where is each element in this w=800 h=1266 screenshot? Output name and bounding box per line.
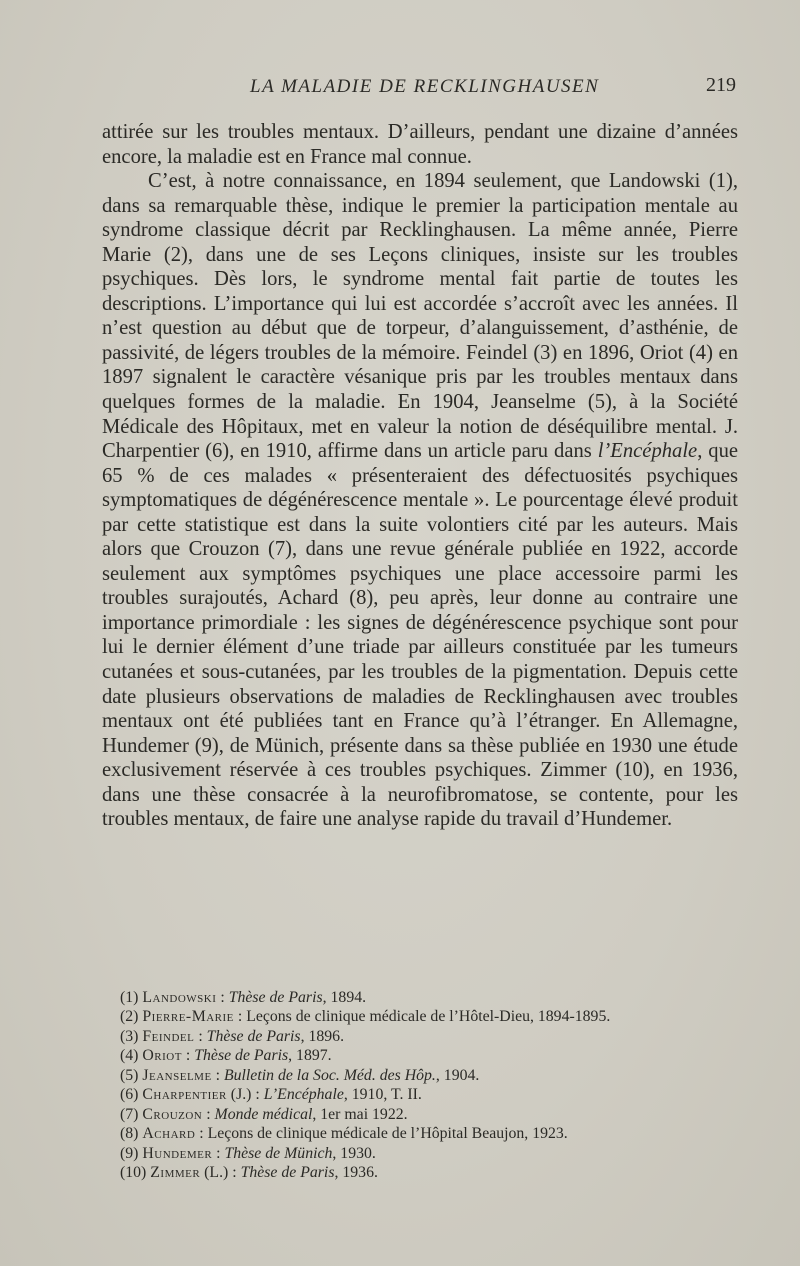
page-header xyxy=(100,72,740,102)
footnote-10 xyxy=(102,1163,738,1182)
footnote-author: Zimmer xyxy=(150,1164,201,1182)
footnote-number: (1) xyxy=(120,989,139,1006)
footnote-6 xyxy=(102,1085,738,1104)
footnote-number: (2) xyxy=(120,1008,139,1026)
footnote-rest: Leçons de clinique médicale de l’Hôpital Beaujon, 1923. xyxy=(207,1125,568,1143)
footnote-1 xyxy=(102,988,738,1007)
footnote-separator: : xyxy=(233,1008,247,1026)
footnotes xyxy=(102,988,738,1183)
footnote-author: Hundemer xyxy=(142,1144,213,1162)
footnote-title: Thèse de Paris xyxy=(240,1164,335,1182)
footnote-separator: (J.) : xyxy=(226,1086,264,1104)
running-head: LA MALADIE DE RECKLINGHAUSEN xyxy=(250,76,600,97)
footnote-number: (3) xyxy=(120,1027,139,1045)
footnote-author: Pierre-Marie xyxy=(142,1008,234,1026)
footnote-rest: , 1897. xyxy=(288,1047,332,1065)
footnote-author: Feindel xyxy=(142,1027,195,1045)
footnote-rest: , 1904. xyxy=(435,1066,480,1084)
footnote-rest: , 1894. xyxy=(322,989,367,1006)
footnote-number: (10) xyxy=(120,1164,147,1182)
footnote-title: Thèse de Paris xyxy=(206,1027,301,1045)
paragraph-continuation: attirée sur les troubles mentaux. D’ailleurs, pendant une dizaine d’années encore, la maladie est en France mal connue. xyxy=(102,121,738,168)
footnote-title: Bulletin de la Soc. Méd. des Hôp. xyxy=(223,1066,436,1084)
paragraph-main xyxy=(102,169,738,832)
footnote-title: Thèse de Paris xyxy=(228,989,323,1006)
footnote-author: Landowski xyxy=(142,989,217,1006)
footnote-author: Jeanselme xyxy=(142,1066,212,1084)
footnote-title: Monde médical xyxy=(214,1105,313,1123)
footnote-separator: : xyxy=(212,1144,225,1162)
footnote-separator: : xyxy=(216,989,229,1006)
footnote-number: (6) xyxy=(120,1086,139,1104)
footnote-7 xyxy=(102,1105,738,1124)
paragraph-main-text-b: , que 65 % de ces malades « présenteraient des défectuosités psychiques symptomatiques de dégénérescence mentale ». Le pourcentage élevé produit par cette statistique est dans la suite volontiers cité par les auteurs. Mais alors que Crouzon (7), dans une revue générale publiée en 1922, accorde seulement aux symptômes psychiques une place accessoire parmi les troubles surajoutés, Achard (8), peu après, leur donne au contraire une importance primordiale : les signes de dégénérescence psychique sont pour lui le dernier élément d’une triade par ailleurs constituée par les tumeurs cutanées et sous-cutanées, par les troubles de la pigmentation. Depuis cette date plusieurs observations de maladies de Recklinghausen avec troubles mentaux ont été publiées tant en France qu’à l’étranger. En Allemagne, Hundemer (9), de Münich, présente dans sa thèse publiée en 1930 une étude exclusivement réservée à ces troubles psychiques. Zimmer (10), en 1936, dans une thèse consacrée à la neurofibromatose, se contente, pour les troubles mentaux, de faire une analyse rapide du travail d’Hundemer. xyxy=(102,440,739,831)
footnote-5 xyxy=(102,1066,738,1085)
footnote-title: L’Encéphale xyxy=(263,1086,344,1104)
footnote-separator: : xyxy=(202,1105,215,1123)
footnote-author: Crouzon xyxy=(142,1105,203,1123)
footnote-number: (5) xyxy=(120,1066,139,1084)
body-text xyxy=(102,120,738,832)
footnote-title: Thèse de Paris xyxy=(194,1047,289,1065)
footnote-4 xyxy=(102,1046,738,1065)
footnote-number: (4) xyxy=(120,1047,139,1065)
footnote-9 xyxy=(102,1144,738,1163)
footnote-rest: , 1910, T. II. xyxy=(343,1086,422,1104)
footnote-rest: Leçons de clinique médicale de l’Hôtel-Dieu, 1894-1895. xyxy=(246,1008,611,1026)
footnote-number: (8) xyxy=(120,1125,139,1143)
footnote-rest: , 1936. xyxy=(334,1164,378,1182)
footnote-2 xyxy=(102,1007,738,1026)
footnote-author: Oriot xyxy=(142,1047,182,1065)
footnote-author: Achard xyxy=(142,1125,196,1143)
footnote-rest: , 1er mai 1922. xyxy=(312,1105,408,1123)
footnote-8 xyxy=(102,1124,738,1143)
footnote-rest: , 1930. xyxy=(332,1144,376,1162)
footnote-separator: : xyxy=(181,1047,195,1065)
footnote-number: (9) xyxy=(120,1144,139,1162)
footnote-separator: : xyxy=(195,1125,208,1143)
footnote-title: Thèse de Münich xyxy=(224,1144,333,1162)
footnote-number: (7) xyxy=(120,1105,139,1123)
footnote-separator: : xyxy=(211,1066,224,1084)
footnote-rest: , 1896. xyxy=(300,1027,345,1045)
footnote-separator: : xyxy=(194,1027,207,1045)
journal-title-encephale: l’Encéphale xyxy=(597,440,698,463)
paragraph-main-text-a: C’est, à notre connaissance, en 1894 seulement, que Landowski (1), dans sa remarquable thèse, indique le premier la participation mentale au syndrome classique décrit par Recklinghausen. La même année, Pierre Marie (2), dans une de ses Leçons cliniques, insiste sur les troubles psychiques. Dès lors, le syndrome mental fait partie de toutes les descriptions. L’importance qui lui est accordée s’accroît avec les années. Il n’est question au début que de torpeur, d’alanguissement, d’asthénie, de passivité, de légers troubles de la mémoire. Feindel (3) en 1896, Oriot (4) en 1897 signalent le caractère vésanique pris par les troubles mentaux dans quelques formes de la maladie. En 1904, Jeanselme (5), à la Société Médicale des Hôpitaux, met en valeur la notion de déséquilibre mental. J. Charpentier (6), en 1910, affirme dans un article paru dans xyxy=(102,170,738,463)
footnote-3 xyxy=(102,1027,738,1046)
footnote-author: Charpentier xyxy=(142,1086,227,1104)
footnote-separator: (L.) : xyxy=(200,1164,241,1182)
page-number: 219 xyxy=(706,74,736,96)
